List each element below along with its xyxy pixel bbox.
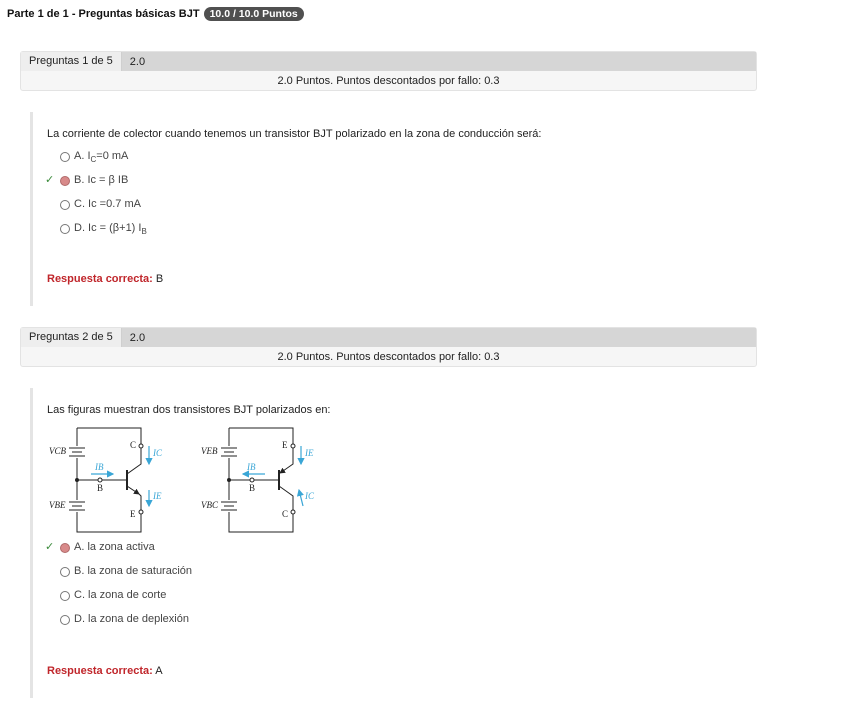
question-header [20, 51, 757, 91]
question-body [30, 388, 750, 698]
label-b: B [249, 483, 256, 493]
radio-button[interactable] [60, 224, 70, 234]
option-label: B. Ic = β IB [74, 174, 129, 186]
question-points: 2.0 [129, 331, 146, 344]
label-ie: IE [153, 491, 162, 501]
check-icon: ✓ [45, 541, 55, 553]
label-e: E [130, 509, 136, 519]
question-points-info: 2.0 Puntos. Puntos descontados por fallo: 0.3 [277, 75, 500, 87]
bjt-circuit-figures [47, 424, 314, 536]
score-badge: 10.0 / 10.0 Puntos [204, 7, 304, 21]
pnp-current-arrows [243, 446, 303, 506]
part-header [7, 6, 304, 22]
question-header [20, 327, 757, 367]
radio-button-selected[interactable] [60, 176, 70, 186]
label-vbe: VBE [49, 500, 66, 510]
label-vcb: VCB [49, 446, 66, 456]
label-b: B [97, 483, 104, 493]
label-vbc: VBC [201, 500, 218, 510]
npn-current-arrows [91, 446, 149, 506]
label-c: C [130, 440, 137, 450]
radio-button[interactable] [60, 567, 70, 577]
question-points: 2.0 [129, 55, 146, 68]
correct-answer [47, 665, 163, 677]
correct-answer-label: Respuesta correcta: [47, 665, 153, 677]
option-label: A. la zona activa [74, 541, 155, 553]
option-label: A. $I_C=0$ mA [74, 150, 129, 165]
correct-answer [47, 273, 163, 285]
question-text: La corriente de colector cuando tenemos un transistor BJT polarizado en la zona de conducción será: [47, 128, 542, 140]
question-text: Las figuras muestran dos transistores BJT polarizados en: [47, 404, 331, 416]
option-label: D. Ic = (β+1) $I_B$ [74, 222, 147, 237]
radio-button[interactable] [60, 615, 70, 625]
radio-button[interactable] [60, 591, 70, 601]
correct-answer-label: Respuesta correcta: [47, 273, 153, 285]
option-label: C. Ic =0.7 mA [74, 198, 141, 210]
label-e: E [282, 440, 288, 450]
check-icon: ✓ [45, 174, 55, 186]
option-label: B. la zona de saturación [74, 565, 193, 577]
radio-button-selected[interactable] [60, 543, 70, 553]
label-ib: IB [95, 462, 104, 472]
option-label: C. la zona de corte [74, 589, 167, 601]
question-body [30, 112, 750, 306]
radio-button[interactable] [60, 200, 70, 210]
question-points-info: 2.0 Puntos. Puntos descontados por fallo: 0.3 [277, 351, 500, 363]
correct-answer-value: B [155, 273, 164, 285]
label-ie: IE [305, 448, 314, 458]
radio-button[interactable] [60, 152, 70, 162]
question-number: Preguntas 2 de 5 [21, 328, 122, 347]
correct-answer-value: A [155, 665, 163, 677]
option-label: D. la zona de deplexión [74, 613, 189, 625]
label-ib: IB [247, 462, 256, 472]
label-c: C [282, 509, 289, 519]
label-veb: VEB [201, 446, 218, 456]
label-ic: IC [153, 448, 162, 458]
question-number: Preguntas 1 de 5 [21, 52, 122, 71]
part-title: Parte 1 de 1 - Preguntas básicas BJT [7, 8, 200, 20]
label-ic: IC [305, 491, 314, 501]
